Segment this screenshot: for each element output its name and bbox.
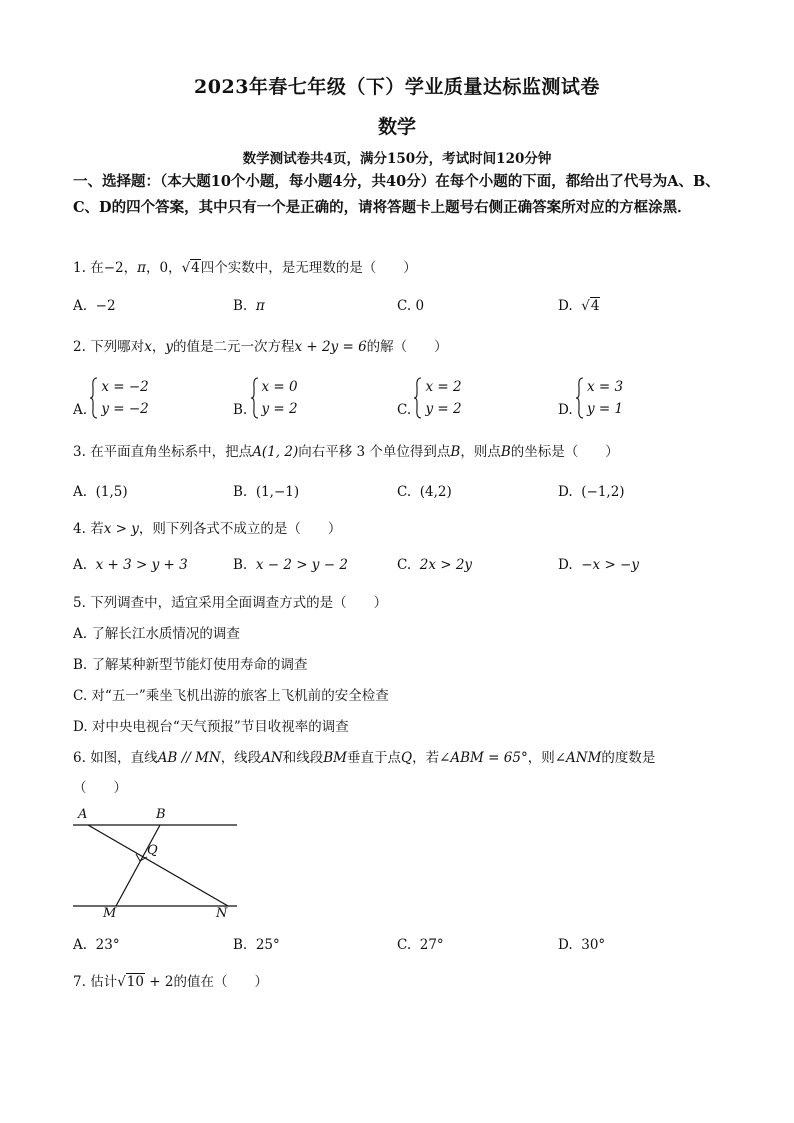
option-a[interactable]: A. 23°: [73, 937, 120, 953]
math-expression: AB // MN: [157, 750, 221, 766]
option-c[interactable]: C. 27°: [397, 937, 444, 953]
question-number: 6.: [73, 750, 86, 766]
math-point: Q: [401, 750, 413, 766]
option-b[interactable]: B. (1,−1): [233, 484, 300, 500]
question-text: 四个实数中，是无理数的是（ ）: [200, 260, 417, 276]
math-var: x: [144, 339, 152, 355]
question-text: ，线段: [220, 750, 262, 766]
punct: ，: [123, 260, 138, 276]
math-point: A(1, 2): [252, 444, 299, 460]
option-b[interactable]: B. x − 2 > y − 2: [233, 557, 348, 573]
question-text: 如图，直线: [90, 750, 158, 766]
math-segment: BM: [323, 750, 347, 766]
question-text: 和线段: [282, 750, 324, 766]
option-b[interactable]: B. π: [233, 298, 265, 314]
question-3: [73, 442, 619, 462]
math-condition: x > y: [103, 521, 139, 537]
option-c[interactable]: C. 0: [397, 298, 425, 314]
exam-title: 2023年春七年级（下）学业质量达标监测试卷: [194, 76, 600, 98]
question-number: 7.: [73, 974, 86, 990]
question-text: ，则下列各式不成立的是（ ）: [138, 521, 342, 537]
exam-subject: 数学: [377, 116, 416, 138]
math-angle: ∠ANM: [554, 750, 602, 766]
question-2: [73, 337, 448, 357]
question-text: 估计: [90, 974, 118, 990]
question-text: 的值是二元一次方程: [172, 339, 295, 355]
option-a[interactable]: A. −2: [73, 298, 116, 314]
question-text: ，则点: [460, 444, 501, 460]
question-number: 5.: [73, 595, 86, 611]
punct: ，: [151, 339, 166, 355]
sqrt-expression: √10: [117, 974, 144, 990]
exam-info: 数学测试卷共4页，满分150分，考试时间120分钟: [242, 151, 552, 167]
option-b[interactable]: B. 了解某种新型节能灯使用寿命的调查: [73, 657, 308, 673]
geometry-figure: [70, 805, 250, 934]
equation-system: x = 0 y = 2: [252, 376, 298, 420]
math-value: 0: [159, 260, 169, 276]
equation-system: x = 2 y = 2: [415, 376, 461, 420]
option-d[interactable]: D. −x > −y: [558, 557, 639, 573]
question-number: 4.: [73, 521, 86, 537]
question-4: [73, 519, 341, 539]
question-text: 向右平移 3 个单位得到点: [298, 444, 451, 460]
question-1: [73, 258, 417, 278]
math-segment: AN: [261, 750, 283, 766]
question-text: ，若: [412, 750, 440, 766]
math-equation: x + 2y = 6: [294, 339, 367, 355]
label-n: N: [216, 906, 228, 921]
option-b[interactable]: B. 25°: [233, 937, 280, 953]
option-d[interactable]: D. √4: [558, 298, 600, 314]
math-var: y: [165, 339, 173, 355]
question-text: 若: [90, 521, 104, 537]
answer-blank: （ ）: [73, 780, 127, 796]
question-text: ，则: [527, 750, 555, 766]
label-a: A: [78, 807, 88, 822]
question-6: [73, 748, 655, 768]
option-a[interactable]: A. x = −2 y = −2: [73, 376, 149, 420]
question-number: 1.: [73, 260, 86, 276]
question-5: [73, 593, 387, 613]
option-c[interactable]: C. (4,2): [397, 484, 452, 500]
math-angle: ∠ABM = 65°: [439, 750, 528, 766]
label-b: B: [156, 807, 166, 822]
math-pi: π: [137, 260, 146, 276]
option-d[interactable]: D. 30°: [558, 937, 606, 953]
math-value: −2: [103, 260, 124, 276]
option-a[interactable]: A. (1,5): [73, 484, 128, 500]
question-number: 3.: [73, 444, 86, 460]
option-d[interactable]: D. x = 3 y = 1: [558, 376, 623, 420]
equation-system: x = −2 y = −2: [91, 376, 148, 420]
question-text: 的解（ ）: [366, 339, 448, 355]
math-point: B: [500, 444, 511, 460]
question-text: 的坐标是（ ）: [510, 444, 619, 460]
option-a[interactable]: A. 了解长江水质情况的调查: [73, 626, 240, 642]
option-c[interactable]: C. x = 2 y = 2: [397, 376, 462, 420]
label-q: Q: [147, 843, 158, 858]
sqrt-expression: √4: [181, 260, 200, 276]
equation-system: x = 3 y = 1: [577, 376, 623, 420]
option-b[interactable]: B. x = 0 y = 2: [233, 376, 298, 420]
option-a[interactable]: A. x + 3 > y + 3: [73, 557, 188, 573]
question-text: 垂直于点: [347, 750, 401, 766]
math-point: B: [450, 444, 461, 460]
label-m: M: [103, 906, 117, 921]
question-text: 在平面直角坐标系中，把点: [90, 444, 253, 460]
section-1-heading: 一、选择题：（本大题10个小题，每小题4分，共40分）在每个小题的下面，都给出了代号为A、B、C、D的四个答案，其中只有一个是正确的，请将答题卡上题号右侧正确答案所对应的方框涂黑．: [73, 173, 720, 216]
math-expression: + 2: [144, 974, 174, 990]
option-c[interactable]: C. 对“五一”乘坐飞机出游的旅客上飞机前的安全检查: [73, 688, 389, 704]
question-text: 在: [90, 260, 104, 276]
option-c[interactable]: C. 2x > 2y: [397, 557, 473, 573]
question-text: 下列调查中，适宜采用全面调查方式的是（ ）: [90, 595, 388, 611]
punct: ，: [145, 260, 160, 276]
option-d[interactable]: D. (−1,2): [558, 484, 625, 500]
question-number: 2.: [73, 339, 86, 355]
question-text: 的值在（ ）: [173, 974, 268, 990]
question-7: [73, 972, 268, 992]
option-d[interactable]: D. 对中央电视台“天气预报”节目收视率的调查: [73, 719, 349, 735]
punct: ，: [168, 260, 182, 276]
question-text: 的度数是: [601, 750, 656, 766]
question-text: 下列哪对: [90, 339, 145, 355]
